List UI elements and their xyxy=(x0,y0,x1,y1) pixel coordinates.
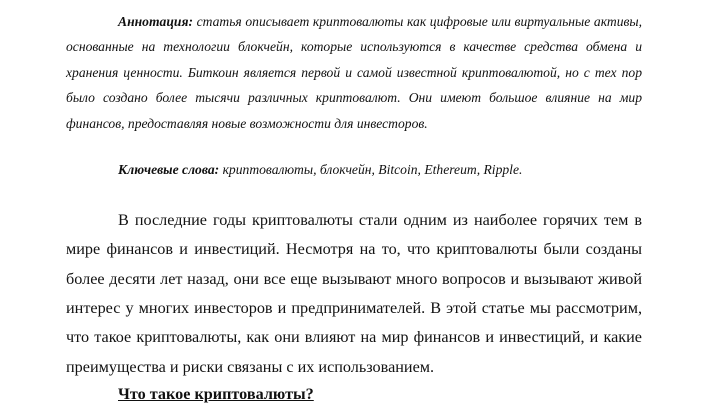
intro-paragraph: В последние годы криптовалюты стали одним из наиболее горячих тем в мире финансов и инвестиций. Несмотря на то, что криптовалюты были созданы более десяти лет назад, они все еще вызывают много вопросов и вызывают живой интерес у многих инвесторов и предпринимателей. В этой статье мы рассмотрим, что такое криптовалюты, как они влияют на мир финансов и инвестиций, и какие преимущества и риски связаны с их использованием. xyxy=(66,211,642,376)
abstract-text: статья описывает криптовалюты как цифровые или виртуальные активы, основанные на технологии блокчейн, которые используются в качестве средства обмена и хранения ценности. Биткоин является первой и самой известной криптовалютой, но с тех пор было создано более тысячи различных криптовалют. Они имеют большое влияние на мир финансов, предоставляя новые возможности для инвесторов. xyxy=(66,14,642,131)
document-page xyxy=(66,0,642,406)
abstract-paragraph xyxy=(66,9,642,136)
keywords-text: криптовалюты, блокчейн, Bitcoin, Ethereum, Ripple. xyxy=(219,162,523,178)
abstract-label: Аннотация: xyxy=(118,14,193,29)
section-heading: Что такое криптовалюты? xyxy=(118,384,314,403)
keywords-paragraph xyxy=(66,160,642,180)
keywords-label: Ключевые слова: xyxy=(118,162,220,178)
